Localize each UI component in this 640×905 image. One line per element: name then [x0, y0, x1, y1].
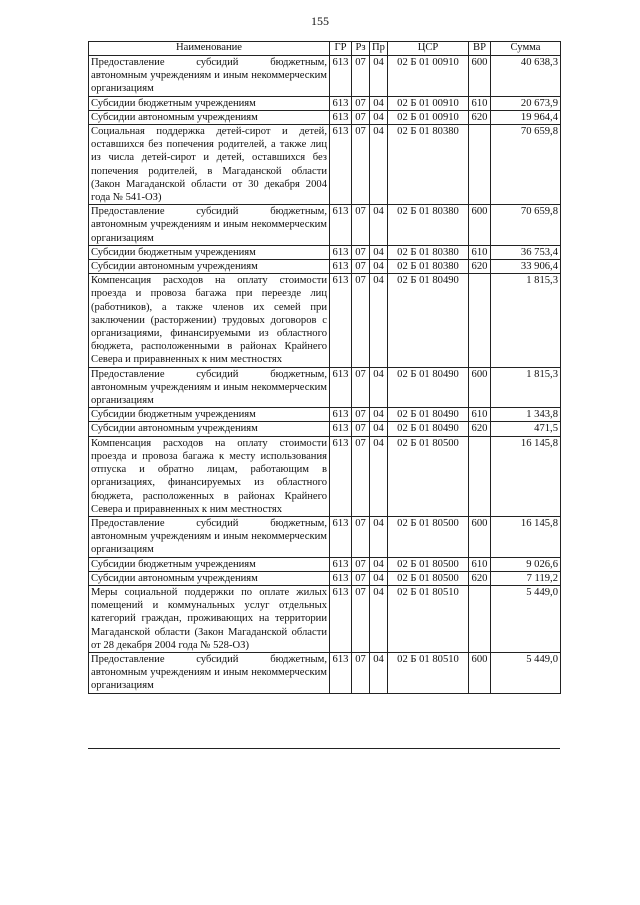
column-header-pr: Пр — [370, 42, 388, 56]
cell-sum: 20 673,9 — [491, 96, 561, 110]
table-row — [89, 274, 561, 367]
cell-csr: 02 Б 01 80380 — [388, 260, 469, 274]
cell-sum: 40 638,3 — [491, 56, 561, 97]
column-header-name: Наименование — [89, 42, 330, 56]
table-row — [89, 245, 561, 259]
cell-rz: 07 — [352, 585, 370, 652]
cell-vr — [469, 585, 491, 652]
cell-name: Социальная поддержка детей-сирот и детей, оставшихся без попечения родителей, а также лиц из числа детей-сирот и детей, оставшихся без попечения родителей, в Магаданской области (Закон Магаданской области от 30 декабря 2004 года № 541-ОЗ) — [89, 125, 330, 205]
cell-csr: 02 Б 01 00910 — [388, 110, 469, 124]
cell-csr: 02 Б 01 80380 — [388, 125, 469, 205]
cell-name: Компенсация расходов на оплату стоимости проезда и провоза багажа при переезде лиц (работников), а также членов их семей при заключении (расторжении) трудовых договоров с организациями, финансируемыми из областного бюджета, расположенными в районах Крайнего Севера и приравненных к ним местностях — [89, 274, 330, 367]
cell-pr: 04 — [370, 436, 388, 516]
cell-name: Субсидии бюджетным учреждениям — [89, 557, 330, 571]
cell-name: Меры социальной поддержки по оплате жилых помещений и коммунальных услуг отдельных категорий граждан, проживающих на территории Магаданской области (Закон Магаданской области от 28 декабря 2004 года № 528-ОЗ) — [89, 585, 330, 652]
table-row — [89, 110, 561, 124]
cell-gr: 613 — [330, 125, 352, 205]
cell-name: Субсидии бюджетным учреждениям — [89, 96, 330, 110]
cell-csr: 02 Б 01 00910 — [388, 96, 469, 110]
cell-csr: 02 Б 01 80500 — [388, 557, 469, 571]
cell-name: Субсидии автономным учреждениям — [89, 260, 330, 274]
cell-vr: 610 — [469, 557, 491, 571]
cell-rz: 07 — [352, 436, 370, 516]
cell-pr: 04 — [370, 557, 388, 571]
cell-csr: 02 Б 01 80380 — [388, 245, 469, 259]
cell-name: Субсидии бюджетным учреждениям — [89, 408, 330, 422]
cell-rz: 07 — [352, 110, 370, 124]
cell-gr: 613 — [330, 245, 352, 259]
cell-vr: 600 — [469, 516, 491, 557]
column-header-rz: Рз — [352, 42, 370, 56]
table-row — [89, 56, 561, 97]
cell-rz: 07 — [352, 408, 370, 422]
cell-pr: 04 — [370, 652, 388, 693]
cell-sum: 5 449,0 — [491, 585, 561, 652]
cell-csr: 02 Б 01 80490 — [388, 274, 469, 367]
table-row — [89, 422, 561, 436]
cell-csr: 02 Б 01 80490 — [388, 367, 469, 408]
cell-gr: 613 — [330, 367, 352, 408]
cell-csr: 02 Б 01 80500 — [388, 516, 469, 557]
cell-vr: 620 — [469, 422, 491, 436]
cell-sum: 7 119,2 — [491, 571, 561, 585]
cell-gr: 613 — [330, 274, 352, 367]
cell-vr: 610 — [469, 245, 491, 259]
cell-gr: 613 — [330, 110, 352, 124]
cell-vr: 610 — [469, 96, 491, 110]
cell-pr: 04 — [370, 125, 388, 205]
cell-rz: 07 — [352, 125, 370, 205]
cell-name: Предоставление субсидий бюджетным, автономным учреждениям и иным некоммерческим организациям — [89, 516, 330, 557]
cell-sum: 1 815,3 — [491, 367, 561, 408]
cell-vr — [469, 436, 491, 516]
cell-sum: 1 343,8 — [491, 408, 561, 422]
cell-pr: 04 — [370, 260, 388, 274]
column-header-csr: ЦСР — [388, 42, 469, 56]
cell-rz: 07 — [352, 56, 370, 97]
cell-pr: 04 — [370, 408, 388, 422]
cell-csr: 02 Б 01 80510 — [388, 652, 469, 693]
cell-gr: 613 — [330, 652, 352, 693]
cell-vr: 610 — [469, 408, 491, 422]
cell-rz: 07 — [352, 422, 370, 436]
cell-name: Субсидии автономным учреждениям — [89, 422, 330, 436]
footer-rule — [88, 748, 560, 749]
cell-pr: 04 — [370, 367, 388, 408]
cell-pr: 04 — [370, 571, 388, 585]
cell-sum: 19 964,4 — [491, 110, 561, 124]
cell-sum: 70 659,8 — [491, 205, 561, 246]
cell-name: Субсидии автономным учреждениям — [89, 110, 330, 124]
cell-gr: 613 — [330, 422, 352, 436]
column-header-vr: ВР — [469, 42, 491, 56]
cell-name: Предоставление субсидий бюджетным, автономным учреждениям и иным некоммерческим организациям — [89, 205, 330, 246]
cell-csr: 02 Б 01 80380 — [388, 205, 469, 246]
cell-sum: 16 145,8 — [491, 516, 561, 557]
cell-gr: 613 — [330, 571, 352, 585]
cell-name: Предоставление субсидий бюджетным, автономным учреждениям и иным некоммерческим организациям — [89, 56, 330, 97]
cell-pr: 04 — [370, 585, 388, 652]
table-row — [89, 571, 561, 585]
cell-gr: 613 — [330, 436, 352, 516]
table-row — [89, 436, 561, 516]
cell-rz: 07 — [352, 274, 370, 367]
table-row — [89, 652, 561, 693]
cell-pr: 04 — [370, 245, 388, 259]
cell-vr — [469, 274, 491, 367]
table-row — [89, 260, 561, 274]
cell-vr: 600 — [469, 367, 491, 408]
cell-pr: 04 — [370, 205, 388, 246]
table-row — [89, 367, 561, 408]
cell-sum: 1 815,3 — [491, 274, 561, 367]
cell-pr: 04 — [370, 56, 388, 97]
table-row — [89, 205, 561, 246]
table-row — [89, 125, 561, 205]
cell-csr: 02 Б 01 80490 — [388, 408, 469, 422]
cell-vr: 620 — [469, 571, 491, 585]
cell-gr: 613 — [330, 56, 352, 97]
cell-sum: 9 026,6 — [491, 557, 561, 571]
cell-sum: 70 659,8 — [491, 125, 561, 205]
cell-gr: 613 — [330, 557, 352, 571]
cell-csr: 02 Б 01 80490 — [388, 422, 469, 436]
column-header-sum: Сумма — [491, 42, 561, 56]
cell-rz: 07 — [352, 245, 370, 259]
page-number: 155 — [311, 14, 329, 28]
cell-sum: 33 906,4 — [491, 260, 561, 274]
cell-name: Субсидии автономным учреждениям — [89, 571, 330, 585]
cell-gr: 613 — [330, 408, 352, 422]
cell-gr: 613 — [330, 205, 352, 246]
cell-gr: 613 — [330, 96, 352, 110]
table-row — [89, 557, 561, 571]
cell-rz: 07 — [352, 652, 370, 693]
cell-pr: 04 — [370, 96, 388, 110]
cell-rz: 07 — [352, 571, 370, 585]
cell-rz: 07 — [352, 260, 370, 274]
cell-sum: 16 145,8 — [491, 436, 561, 516]
cell-vr: 620 — [469, 110, 491, 124]
table-row — [89, 585, 561, 652]
cell-sum: 5 449,0 — [491, 652, 561, 693]
cell-rz: 07 — [352, 367, 370, 408]
table-row — [89, 516, 561, 557]
cell-vr — [469, 125, 491, 205]
cell-name: Предоставление субсидий бюджетным, автономным учреждениям и иным некоммерческим организациям — [89, 367, 330, 408]
cell-name: Предоставление субсидий бюджетным, автономным учреждениям и иным некоммерческим организациям — [89, 652, 330, 693]
cell-vr: 600 — [469, 652, 491, 693]
table-row — [89, 96, 561, 110]
cell-pr: 04 — [370, 516, 388, 557]
column-header-gr: ГР — [330, 42, 352, 56]
cell-csr: 02 Б 01 80510 — [388, 585, 469, 652]
cell-gr: 613 — [330, 260, 352, 274]
cell-pr: 04 — [370, 274, 388, 367]
cell-pr: 04 — [370, 110, 388, 124]
budget-table — [88, 41, 561, 694]
cell-name: Субсидии бюджетным учреждениям — [89, 245, 330, 259]
cell-sum: 36 753,4 — [491, 245, 561, 259]
cell-csr: 02 Б 01 80500 — [388, 436, 469, 516]
table-row — [89, 408, 561, 422]
cell-gr: 613 — [330, 516, 352, 557]
cell-vr: 620 — [469, 260, 491, 274]
cell-csr: 02 Б 01 00910 — [388, 56, 469, 97]
cell-sum: 471,5 — [491, 422, 561, 436]
table-header-row — [89, 42, 561, 56]
cell-pr: 04 — [370, 422, 388, 436]
cell-rz: 07 — [352, 96, 370, 110]
cell-vr: 600 — [469, 56, 491, 97]
cell-gr: 613 — [330, 585, 352, 652]
cell-vr: 600 — [469, 205, 491, 246]
cell-rz: 07 — [352, 516, 370, 557]
cell-rz: 07 — [352, 557, 370, 571]
cell-name: Компенсация расходов на оплату стоимости проезда и провоза багажа к месту использования отпуска и обратно лицам, работающим в организациях, финансируемых из областного бюджета, расположенных в районах Крайнего Севера и приравненных к ним местностях — [89, 436, 330, 516]
cell-csr: 02 Б 01 80500 — [388, 571, 469, 585]
cell-rz: 07 — [352, 205, 370, 246]
